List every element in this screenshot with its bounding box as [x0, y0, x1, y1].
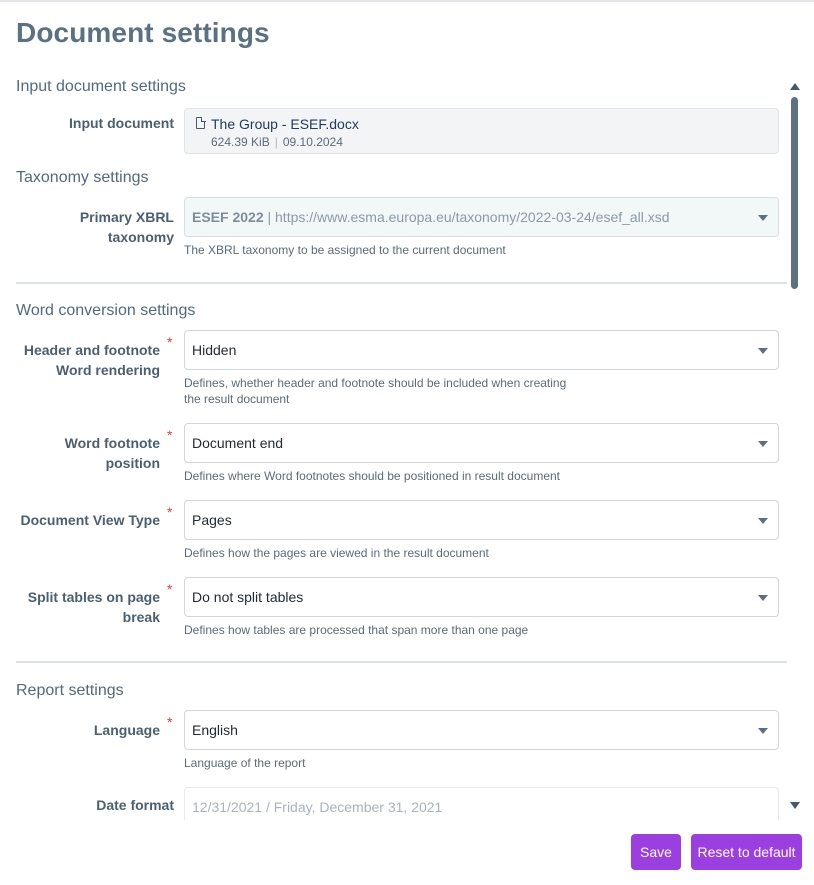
- split-tables-label-line1: Split tables on page: [27, 589, 160, 605]
- meta-separator: |: [274, 135, 278, 149]
- file-date: 09.10.2024: [282, 135, 343, 149]
- footnote-position-help: Defines where Word footnotes should be positioned in result document: [184, 469, 561, 483]
- section-title-report: Report settings: [16, 682, 124, 699]
- input-document-box[interactable]: [184, 108, 779, 154]
- header-footnote-help-line1: Defines, whether header and footnote should be included when creating: [184, 376, 567, 390]
- required-marker: *: [167, 504, 173, 520]
- settings-scroll-area: [0, 72, 814, 820]
- scroll-down-icon[interactable]: [790, 802, 800, 809]
- split-tables-select[interactable]: [184, 577, 779, 617]
- taxonomy-value-url: | https://www.esma.europa.eu/taxonomy/2022-03-24/esef_all.xsd: [263, 209, 670, 225]
- section-divider: [16, 282, 787, 284]
- section-title-input: Input document settings: [16, 78, 186, 95]
- view-type-help: Defines how the pages are viewed in the result document: [184, 546, 489, 560]
- taxonomy-value-name: ESEF 2022: [192, 209, 264, 225]
- scrollbar-thumb[interactable]: [791, 97, 798, 289]
- top-border: [0, 0, 814, 2]
- footnote-position-label-line1: Word footnote: [64, 435, 160, 451]
- chevron-down-icon[interactable]: [758, 348, 768, 354]
- document-icon: [196, 117, 205, 129]
- taxonomy-label-line2: taxonomy: [107, 229, 174, 245]
- footnote-position-label: [0, 433, 160, 473]
- required-marker: *: [167, 427, 173, 443]
- taxonomy-label-line1: Primary XBRL: [79, 209, 174, 225]
- chevron-down-icon[interactable]: [758, 728, 768, 734]
- date-format-label: Date format: [96, 797, 174, 813]
- footnote-position-select[interactable]: [184, 423, 779, 463]
- split-tables-label-line2: break: [122, 609, 160, 625]
- chevron-down-icon[interactable]: [758, 441, 768, 447]
- taxonomy-value: [192, 209, 670, 225]
- date-format-value: 12/31/2021 / Friday, December 31, 2021: [192, 799, 443, 815]
- header-footnote-value: Hidden: [192, 342, 237, 358]
- language-label: Language: [93, 722, 160, 738]
- page-title: Document settings: [16, 17, 270, 48]
- header-footnote-label-line1: Header and footnote: [23, 342, 160, 358]
- section-title-word: Word conversion settings: [16, 302, 196, 319]
- chevron-down-icon[interactable]: [758, 215, 768, 221]
- save-button[interactable]: Save: [631, 834, 681, 870]
- chevron-down-icon[interactable]: [758, 518, 768, 524]
- language-select[interactable]: [184, 710, 779, 750]
- split-tables-value: Do not split tables: [192, 589, 304, 605]
- input-document-filename[interactable]: The Group - ESEF.docx: [211, 116, 359, 132]
- input-document-label: Input document: [69, 115, 174, 131]
- input-document-meta: [211, 135, 343, 149]
- section-divider: [16, 661, 787, 663]
- chevron-down-icon[interactable]: [758, 595, 768, 601]
- view-type-value: Pages: [192, 512, 232, 528]
- required-marker: *: [167, 334, 173, 350]
- taxonomy-select[interactable]: [184, 197, 779, 237]
- header-footnote-label-line2: Word rendering: [56, 362, 160, 378]
- language-value: English: [192, 722, 238, 738]
- date-format-select[interactable]: [184, 787, 779, 820]
- header-footnote-help: [184, 375, 566, 407]
- required-marker: *: [167, 581, 173, 597]
- footnote-position-label-line2: position: [105, 455, 160, 471]
- taxonomy-help: The XBRL taxonomy to be assigned to the current document: [184, 243, 506, 257]
- view-type-label: Document View Type: [20, 512, 160, 528]
- split-tables-label: [0, 587, 160, 627]
- view-type-select[interactable]: [184, 500, 779, 540]
- header-footnote-help-line2: the result document: [184, 392, 290, 406]
- header-footnote-label: [0, 340, 160, 380]
- file-size: 624.39 KiB: [211, 135, 270, 149]
- scroll-up-icon[interactable]: [790, 83, 800, 90]
- header-footnote-select[interactable]: [184, 330, 779, 370]
- language-help: Language of the report: [184, 756, 306, 770]
- split-tables-help: Defines how tables are processed that span more than one page: [184, 623, 529, 637]
- reset-to-default-button[interactable]: Reset to default: [691, 834, 802, 870]
- required-marker: *: [167, 714, 173, 730]
- section-title-taxonomy: Taxonomy settings: [16, 169, 149, 186]
- taxonomy-label: [14, 207, 174, 247]
- footnote-position-value: Document end: [192, 435, 284, 451]
